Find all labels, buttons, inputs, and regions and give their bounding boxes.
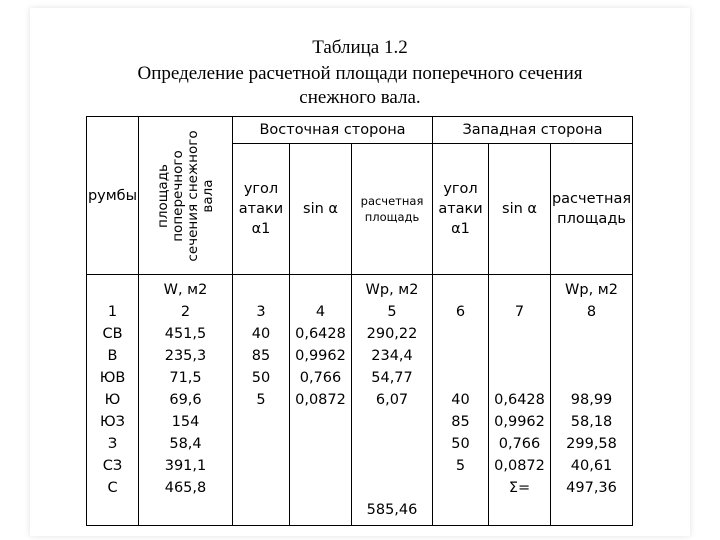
area-cell: 391,1 — [164, 458, 207, 474]
col-number: 5 — [387, 304, 397, 320]
header-west-calc-area-l1: расчетная — [551, 191, 632, 207]
west-wp-cell: 98,99 — [570, 392, 613, 408]
col-number: 6 — [455, 304, 466, 320]
spacer — [551, 323, 632, 389]
header-area-wrap — [139, 118, 232, 274]
spacer — [290, 279, 351, 301]
east-angle-cell: 50 — [251, 370, 271, 386]
header-rumby — [87, 117, 139, 275]
header-east-calc-area-l2: площадь — [364, 210, 420, 224]
header-west-angle-l3: α1 — [451, 221, 470, 237]
header-east-angle — [233, 144, 290, 275]
unit-wp-east: Wp, м2 — [365, 282, 419, 298]
area-cell: 235,3 — [164, 348, 207, 364]
header-west-sin: sin α — [489, 144, 551, 275]
area-cell: 451,5 — [164, 326, 207, 342]
header-east-sin: sin α — [290, 144, 352, 275]
spacer — [489, 279, 550, 301]
direction-cell: С — [107, 480, 118, 496]
spacer — [233, 279, 289, 301]
col-west-sin — [489, 275, 551, 526]
area-cell: 69,6 — [169, 392, 202, 408]
col-number: 1 — [107, 304, 118, 320]
east-sin-cell: 0,6428 — [295, 326, 346, 342]
col-area — [139, 275, 233, 526]
spacer — [433, 323, 488, 389]
west-wp-cell: 40,61 — [570, 458, 613, 474]
direction-cell: З — [107, 436, 118, 452]
east-wp-cell: 6,07 — [375, 392, 409, 408]
area-cell: 71,5 — [169, 370, 202, 386]
header-east-angle-l1: угол — [243, 181, 279, 197]
direction-cell: СВ — [102, 326, 123, 342]
direction-cell: ЮЗ — [100, 414, 125, 430]
header-area — [139, 117, 233, 275]
header-east-calc-area — [352, 144, 433, 275]
west-total: 497,36 — [566, 480, 617, 496]
col-number: 8 — [586, 304, 597, 320]
col-number: 2 — [180, 304, 191, 320]
header-east-side: Восточная сторона — [233, 117, 433, 144]
header-west-angle-l2: атаки — [438, 201, 483, 217]
direction-cell: Ю — [104, 392, 121, 408]
east-angle-cell: 5 — [256, 392, 266, 408]
west-angle-cell: 50 — [451, 436, 470, 452]
east-wp-cell: 290,22 — [366, 326, 418, 342]
col-east-sin — [290, 275, 352, 526]
east-wp-cell: 54,77 — [371, 370, 413, 386]
header-east-calc-area-l1: расчетная — [360, 194, 424, 208]
snow-bank-table — [86, 116, 633, 526]
header-area-label: площадь поперечного сечения снежного вала — [154, 129, 216, 262]
east-angle-cell: 40 — [251, 326, 271, 342]
east-sin-cell: 0,766 — [299, 370, 342, 386]
unit-wp-west: Wp, м2 — [565, 282, 618, 298]
east-wp-cell: 234,4 — [371, 348, 413, 364]
area-cell: 154 — [171, 414, 200, 430]
spacer — [433, 279, 488, 301]
header-west-angle-l1: угол — [443, 181, 478, 197]
east-sin-cell: 0,0872 — [295, 392, 346, 408]
unit-w: W, м2 — [163, 282, 208, 298]
spacer — [352, 411, 432, 499]
col-west-angle — [433, 275, 489, 526]
header-east-angle-l3: α1 — [251, 221, 271, 237]
spacer — [87, 279, 138, 301]
west-sin-cell: 0,0872 — [494, 458, 545, 474]
col-number: 3 — [256, 304, 266, 320]
header-east-angle-l2: атаки — [238, 201, 284, 217]
direction-cell: ЮВ — [99, 370, 126, 386]
spacer — [87, 499, 138, 525]
west-sin-cell: 0,9962 — [494, 414, 545, 430]
col-directions — [87, 275, 139, 526]
direction-cell: В — [107, 348, 118, 364]
east-sin-cell: 0,9962 — [295, 348, 346, 364]
header-west-side: Западная сторона — [433, 117, 633, 144]
table-caption-number: Таблица 1.2 — [312, 37, 408, 58]
spacer — [489, 323, 550, 389]
west-angle-cell: 40 — [451, 392, 470, 408]
west-sin-cell: 0,766 — [498, 436, 541, 452]
west-angle-cell: 85 — [451, 414, 470, 430]
west-wp-cell: 299,58 — [566, 436, 617, 452]
west-wp-cell: 58,18 — [570, 414, 613, 430]
col-east-angle — [233, 275, 290, 526]
col-number: 7 — [514, 304, 525, 320]
header-rumby-label: румбы — [87, 187, 138, 204]
west-sum-label: Σ= — [508, 480, 531, 496]
header-west-calc-area-l2: площадь — [557, 211, 626, 227]
area-cell: 465,8 — [164, 480, 207, 496]
col-west-wp — [551, 275, 633, 526]
east-angle-cell: 85 — [251, 348, 271, 364]
area-cell: 58,4 — [169, 436, 202, 452]
col-east-wp — [352, 275, 433, 526]
direction-cell: СЗ — [102, 458, 123, 474]
header-west-calc-area — [551, 144, 633, 275]
col-number: 4 — [315, 304, 326, 320]
east-total: 585,46 — [366, 502, 418, 518]
table-caption-title: Определение расчетной площади поперечного сечения — [137, 63, 583, 84]
table-caption-title-cont: снежного вала. — [299, 87, 421, 108]
west-angle-cell: 5 — [455, 458, 466, 474]
header-west-angle — [433, 144, 489, 275]
west-sin-cell: 0,6428 — [494, 392, 545, 408]
